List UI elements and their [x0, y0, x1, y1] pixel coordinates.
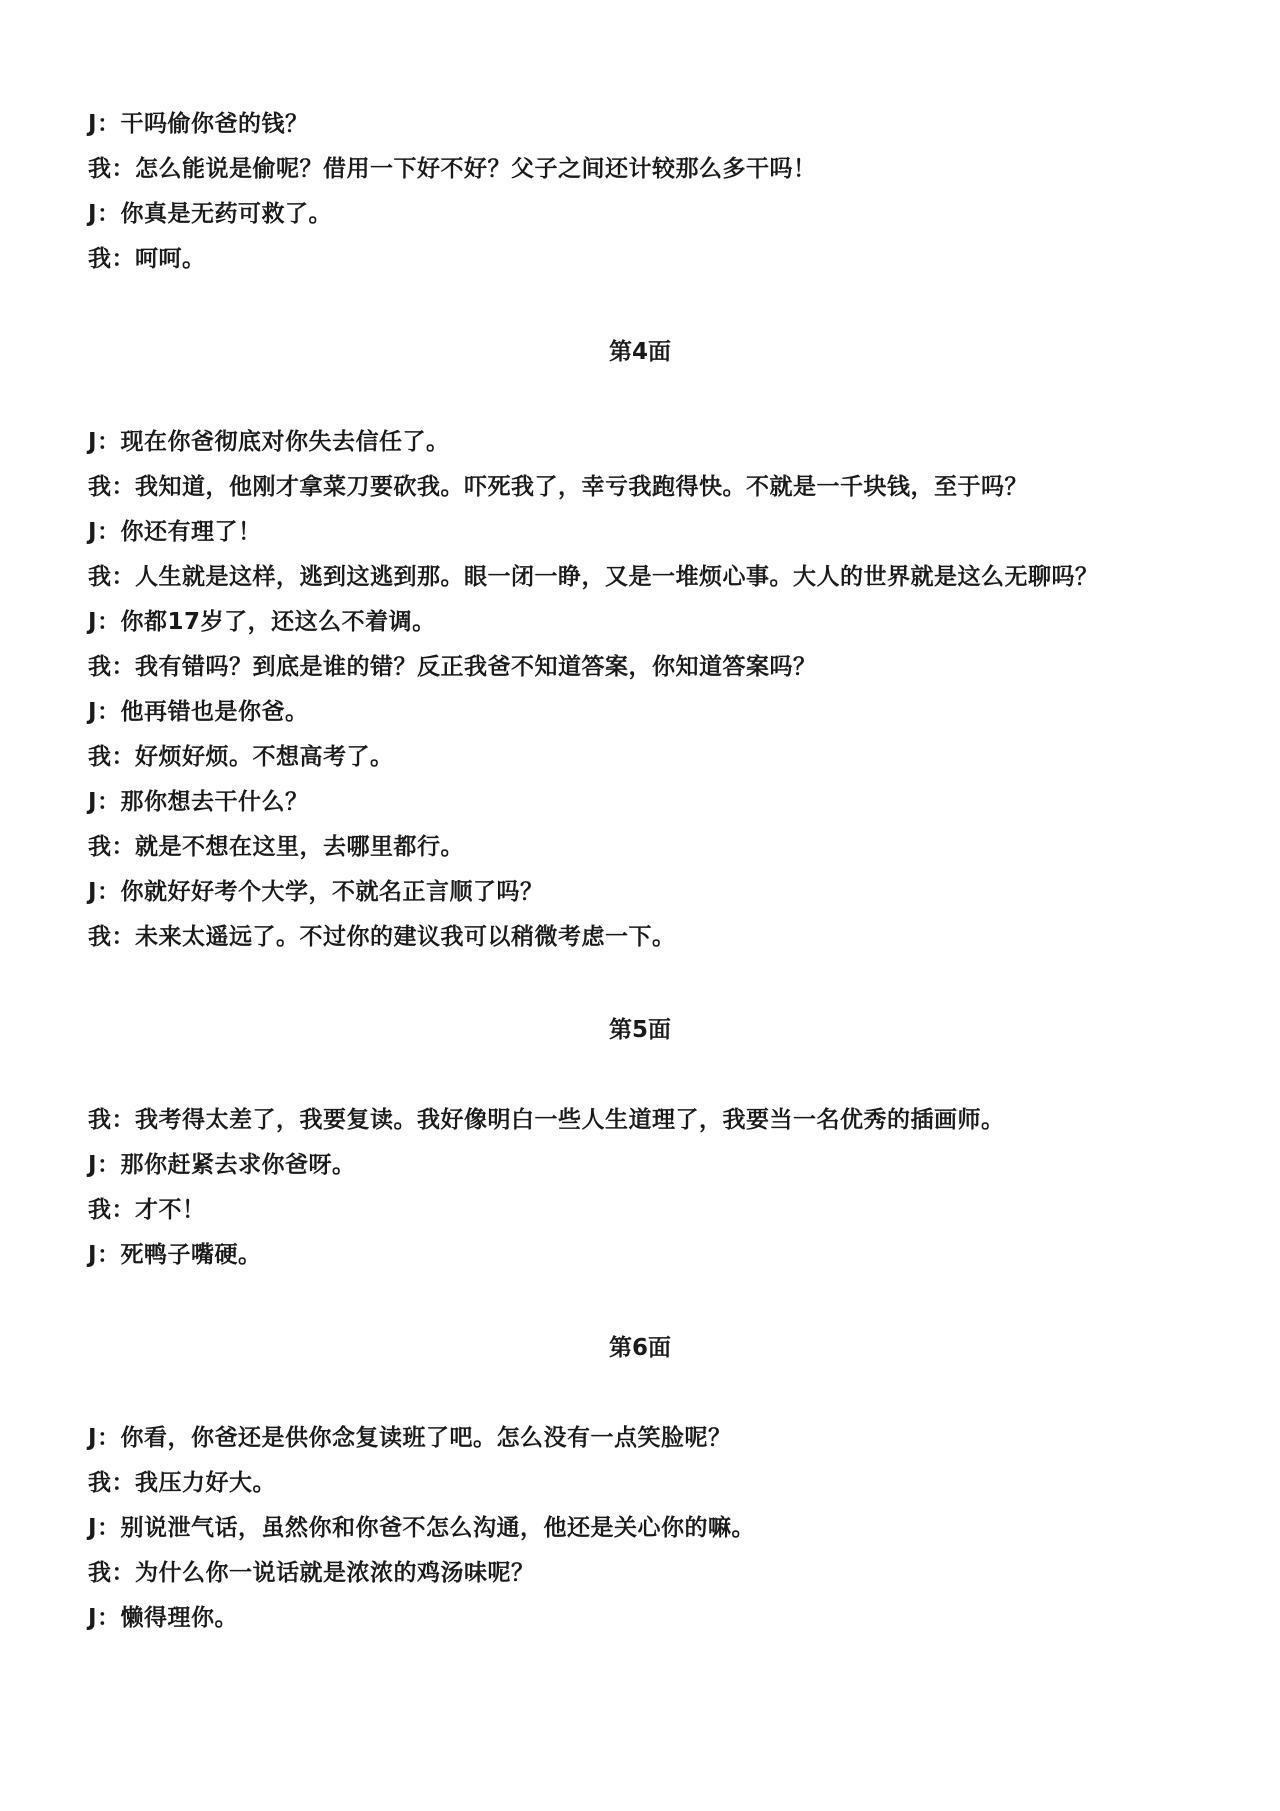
dialogue-block-1 — [88, 102, 1220, 282]
dialogue-block-2 — [88, 420, 1220, 960]
dialogue-line: J：懒得理你。 — [88, 1605, 239, 1631]
section-heading-page-4: 第4面 — [608, 339, 671, 365]
dialogue-line: 我：我有错吗？到底是谁的错？反正我爸不知道答案，你知道答案吗？ — [88, 654, 817, 680]
dialogue-line: 我：就是不想在这里，去哪里都行。 — [88, 834, 464, 860]
section-heading-page-5: 第5面 — [608, 1017, 671, 1043]
dialogue-line: J：那你想去干什么？ — [88, 789, 309, 815]
dialogue-line: J：他再错也是你爸。 — [88, 699, 309, 725]
dialogue-line: J：你真是无药可救了。 — [88, 201, 333, 227]
dialogue-line: J：别说泄气话，虽然你和你爸不怎么沟通，他还是关心你的嘛。 — [88, 1515, 756, 1541]
dialogue-line: 我：为什么你一说话就是浓浓的鸡汤味呢？ — [88, 1560, 535, 1586]
section-heading-page-6: 第6面 — [608, 1335, 671, 1361]
dialogue-line: 我：我压力好大。 — [88, 1470, 276, 1496]
dialogue-line: 我：怎么能说是偷呢？借用一下好不好？父子之间还计较那么多干吗！ — [88, 156, 817, 182]
dialogue-line: J：你还有理了！ — [88, 519, 262, 545]
dialogue-block-4 — [88, 1416, 1220, 1641]
dialogue-line: J：死鸭子嘴硬。 — [88, 1242, 262, 1268]
dialogue-line: J：你看，你爸还是供你念复读班了吧。怎么没有一点笑脸呢？ — [88, 1425, 732, 1451]
dialogue-line: 我：人生就是这样，逃到这逃到那。眼一闭一睁，又是一堆烦心事。大人的世界就是这么无聊吗？ — [88, 564, 1099, 590]
dialogue-line: 我：未来太遥远了。不过你的建议我可以稍微考虑一下。 — [88, 924, 676, 950]
dialogue-line: J：你都17岁了，还这么不着调。 — [88, 609, 436, 635]
dialogue-line: 我：才不！ — [88, 1197, 206, 1223]
dialogue-line: J：那你赶紧去求你爸呀。 — [88, 1152, 356, 1178]
dialogue-line: J：现在你爸彻底对你失去信任了。 — [88, 429, 450, 455]
dialogue-line: 我：我考得太差了，我要复读。我好像明白一些人生道理了，我要当一名优秀的插画师。 — [88, 1107, 1005, 1133]
dialogue-line: J：干吗偷你爸的钱？ — [88, 111, 309, 137]
dialogue-line: 我：好烦好烦。不想高考了。 — [88, 744, 394, 770]
dialogue-line: 我：呵呵。 — [88, 246, 206, 272]
dialogue-line: J：你就好好考个大学，不就名正言顺了吗？ — [88, 879, 544, 905]
dialogue-block-3 — [88, 1098, 1220, 1278]
dialogue-line: 我：我知道，他刚才拿菜刀要砍我。吓死我了，幸亏我跑得快。不就是一千块钱，至于吗？ — [88, 474, 1028, 500]
